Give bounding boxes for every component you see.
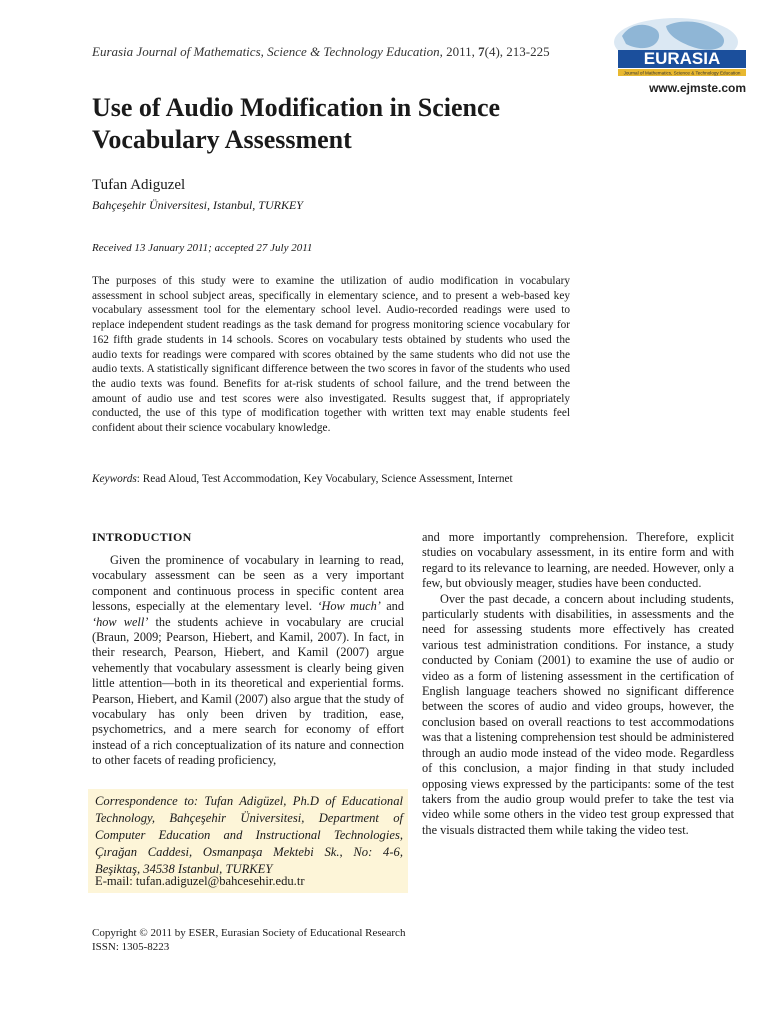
journal-volume: 7 [478,44,485,59]
correspondence-text: Correspondence to: Tufan Adigüzel, Ph.D of Educational Technology, Bahçeşehir Üniversitesi, Department of Computer Education and Instructional Technologies, Çırağan Caddesi, Osmanpaşa Mektebi Sk., No: 4-6, Beşiktaş, 34538 Istanbul, TURKEY [95,794,403,876]
right-column [422,530,734,838]
received-dates: Received 13 January 2011; accepted 27 July 2011 [92,242,313,254]
keywords-label: Keywords [92,473,137,485]
intro-emphasis-how-much: ‘How much’ [317,599,381,614]
eurasia-logo [604,12,754,102]
abstract: The purposes of this study were to examine the utilization of audio modification in vocabulary assessment in school subject areas, specifically in elementary science, and to present a web-based key vocabulary assessment tool for the elementary school level. Audio-recorded readings were used to replace independent student readings as the task demand for progress monitoring science vocabulary for 162 fifth grade students in 14 schools. Scores on vocabulary tests obtained by students who used the audio texts for readings were compared with scores obtained by the same students who did not use the audio texts. A statistically significant difference between the two scores in favor of the students who used the audio texts was found. Benefits for at-risk students of school failure, and the trend between the amount of audio use and test scores were also investigated. Results suggest that, if appropriately conducted, the use of this type of modification together with written text may enable students feel confident about their science vocabulary knowledge. [92,275,570,435]
left-column [92,530,404,769]
right-paragraph-2: Over the past decade, a concern about including students, particularly students with disabilities, in assessments and the need for assessing students more effectively has created various test administration conditions. For instance, a study conducted by Coniam (2001) to examine the use of audio or video as a form of listening assessment in the certification of English language teachers showed no significant difference between the scores of audio and video groups, however, the conclusion based on overall reactions to test accommodations was that a listening comprehension test should be administered through an audio mode instead of the video mode. Regardless of this conclusion, a major finding in that study included opposing views expressed by the participants: some of the test takers from the audio group would prefer to take the test via video while some others in the video test group expressed that the visuals distracted them while taking the video test. [422,591,734,837]
author-name: Tufan Adiguzel [92,177,186,193]
keywords [92,472,570,487]
intro-text-1: Given the prominence of vocabulary in learning to read, vocabulary assessment can be seen as a very important component and continuous process in specific content area lessons, especially at the elementary level. [92,553,404,614]
journal-issue-pages: (4), 213-225 [484,44,550,59]
intro-text-2: and [380,599,404,614]
logo-url: www.ejmste.com [649,81,746,95]
author-affiliation: Bahçeşehir Üniversitesi, Istanbul, TURKEY [92,198,303,212]
correspondence-email[interactable]: E-mail: tufan.adiguzel@bahcesehir.edu.tr [95,874,305,888]
logo-tagline: Journal of Mathematics, Science & Technology Education [623,70,741,76]
logo-brand: EURASIA [643,49,721,68]
copyright-notice: Copyright © 2011 by ESER, Eurasian Society of Educational Research [92,927,406,939]
section-heading-introduction: INTRODUCTION [92,530,192,544]
intro-paragraph [92,553,404,769]
intro-emphasis-how-well: ‘how well’ [92,614,149,629]
footer [92,926,405,954]
journal-year: 2011, [446,44,475,59]
journal-header [92,44,550,60]
right-paragraph-1: and more importantly comprehension. Therefore, explicit studies on vocabulary assessment, in its entire form and with regard to its relevance to learning, are needed. However, only a few, but obviously meager, studies have been conducted. [422,530,734,591]
keywords-text: : Read Aloud, Test Accommodation, Key Vocabulary, Science Assessment, Internet [136,473,513,485]
issn: ISSN: 1305-8223 [92,941,170,953]
journal-name: Eurasia Journal of Mathematics, Science & Technology Education, [92,44,443,59]
paper-title: Use of Audio Modification in Science Vocabulary Assessment [92,93,501,154]
intro-text-3: the students achieve in vocabulary are crucial (Braun, 2009; Pearson, Hiebert, and Kamil, 2007). In fact, in their research, Pearson, Hiebert, and Kamil (2007) argue vehemently that vocabulary assessment is clearly being given little attention—both in its theoretical and experiential forms. Pearson, Hiebert, and Kamil (2007) also argue that the study of vocabulary has only been driven by tradition, ease, psychometrics, and a mere search for economy of effort instead of a rich conceptualization of its nature and connection to other facets of reading proficiency, [92,614,404,768]
